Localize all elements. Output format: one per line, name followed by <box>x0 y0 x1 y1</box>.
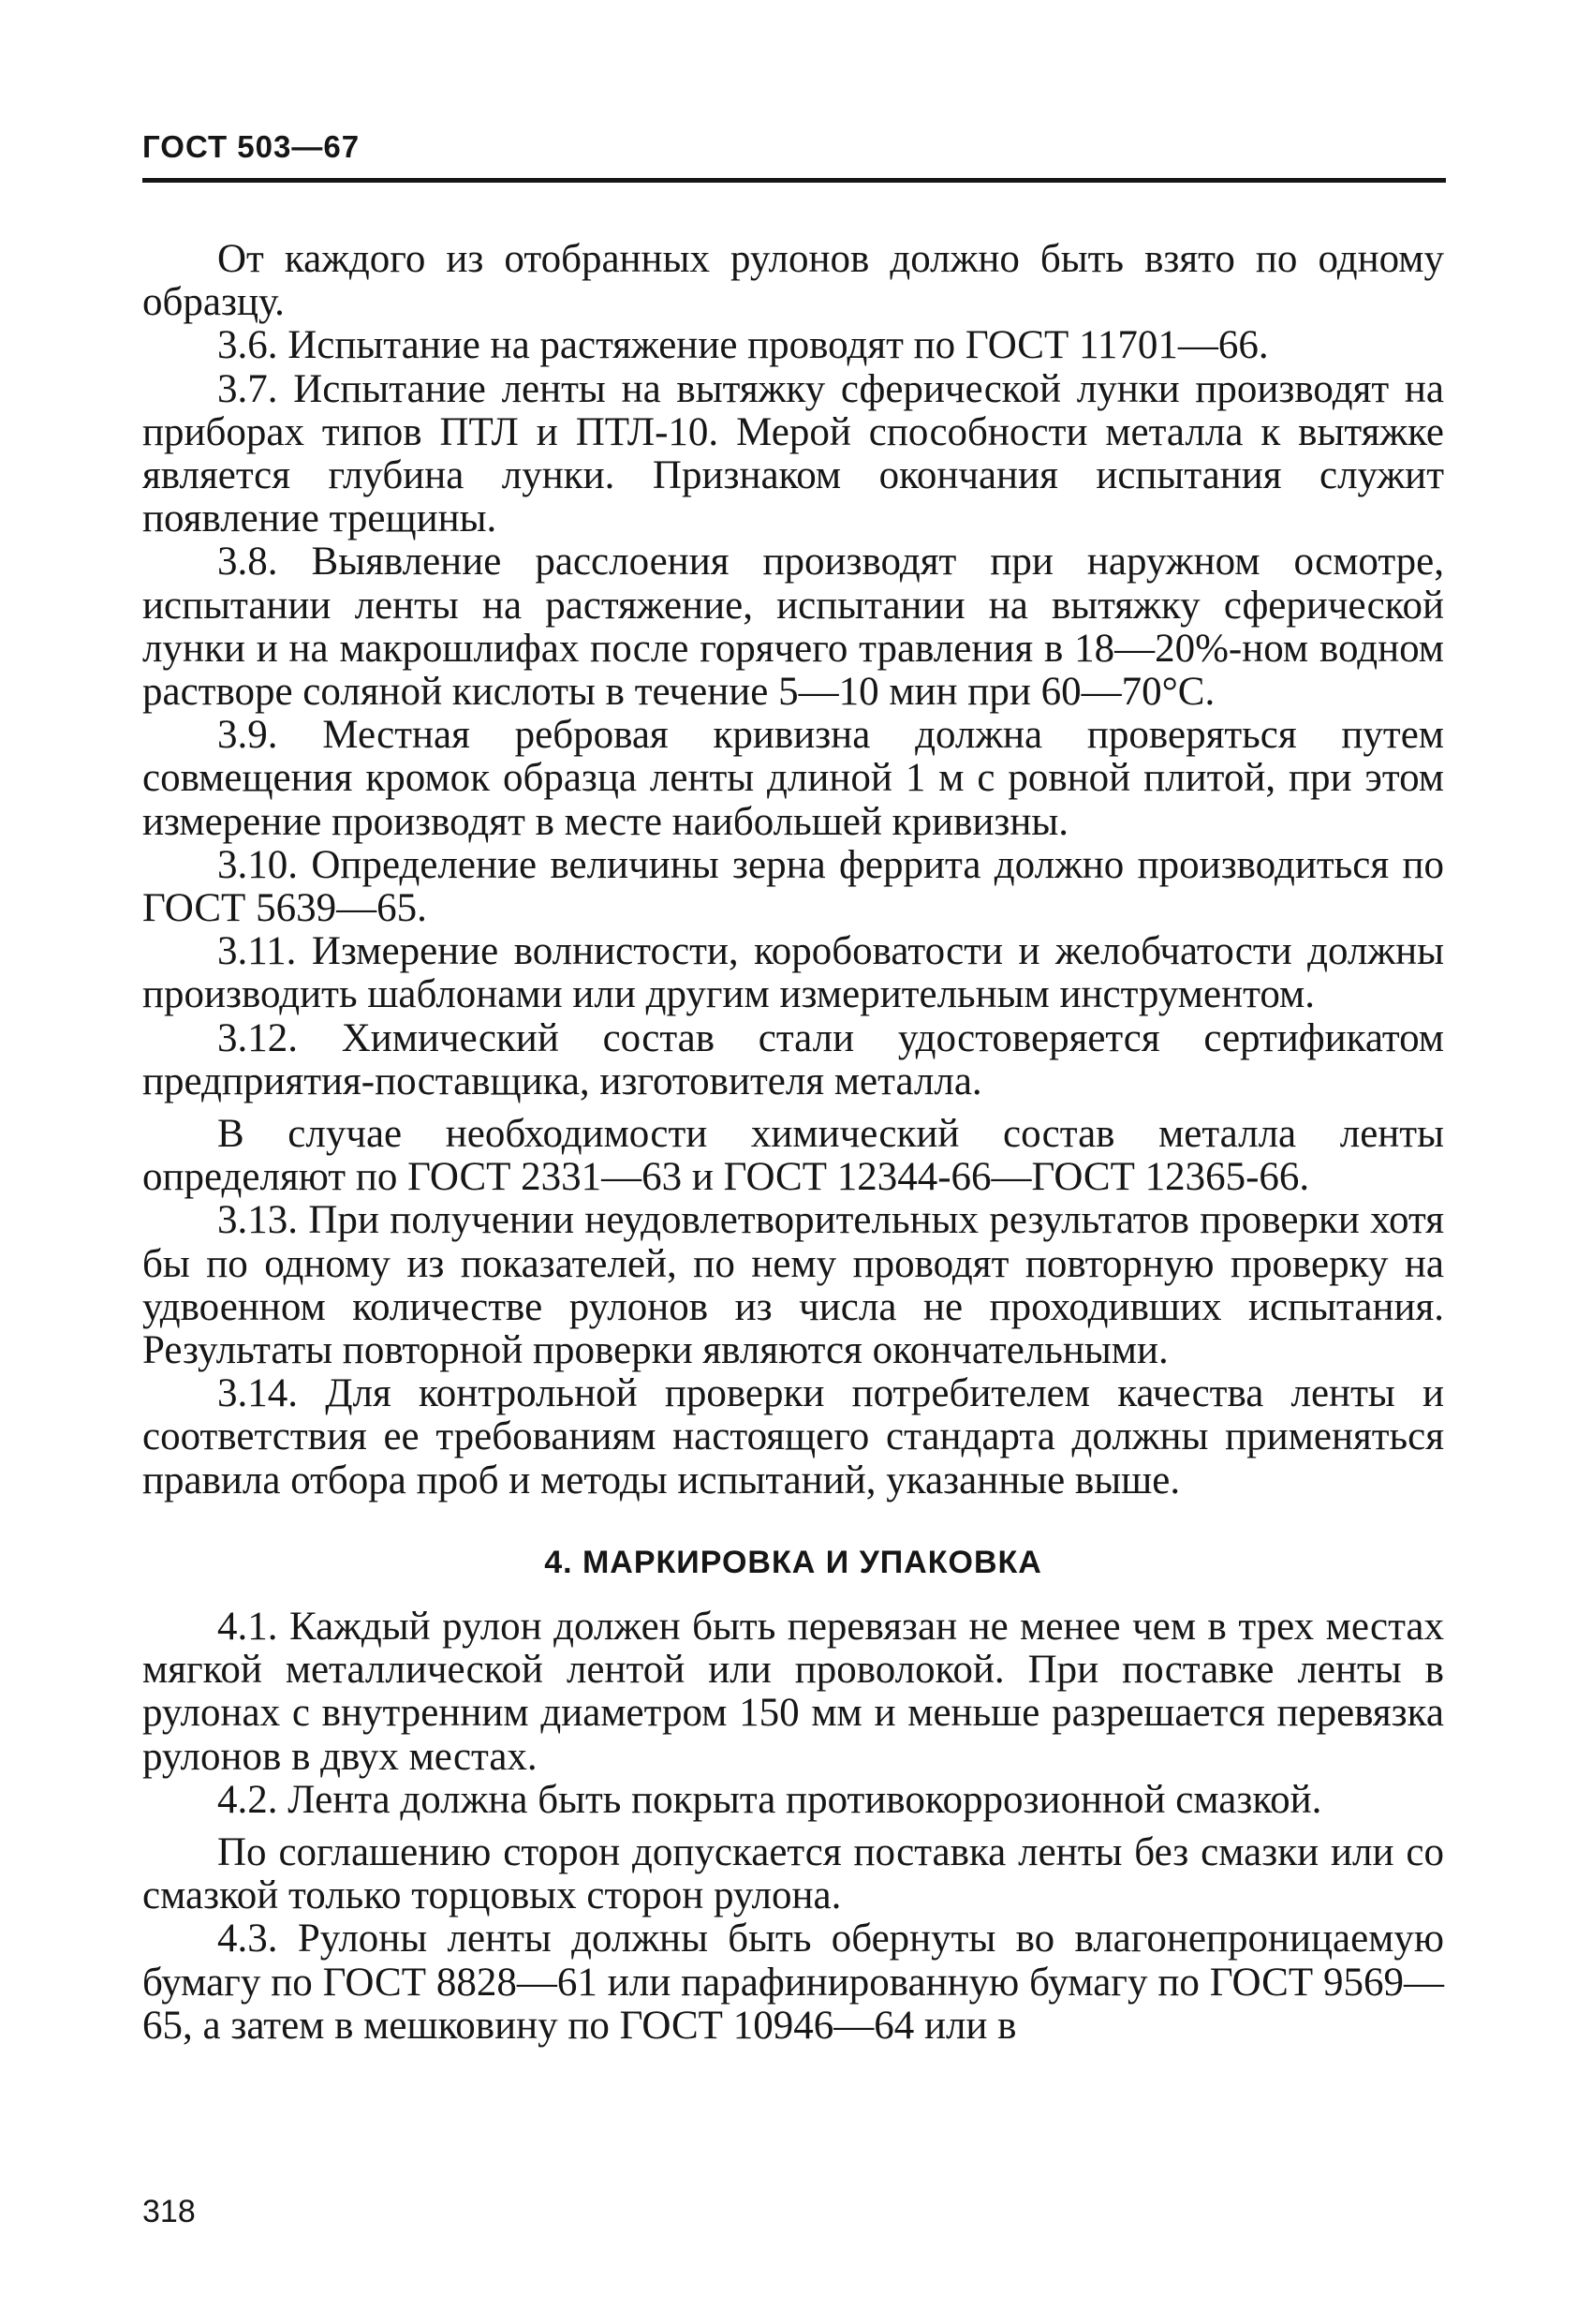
paragraph: 3.6. Испытание на растяжение проводят по ГОСТ 11701—66. <box>217 323 1269 368</box>
paragraph: 3.11. Измерение волнистости, коробоватости и желобчатости должны производить шаблонами или другим измерительным инструментом. <box>142 929 1444 1017</box>
section-title: 4. МАРКИРОВКА И УПАКОВКА <box>544 1544 1042 1580</box>
paragraph: В случае необходимости химический состав металла ленты определяют по ГОСТ 2331—63 и ГОСТ 12344-66—ГОСТ 12365-66. <box>142 1112 1444 1200</box>
paragraph: 3.9. Местная ребровая кривизна должна проверяться путем совмещения кромок образца ленты длиной 1 м с ровной плитой, при этом измерение производят в месте наибольшей кривизны. <box>142 713 1444 844</box>
paragraph: От каждого из отобранных рулонов должно быть взято по одному образцу. <box>142 237 1444 325</box>
paragraph: 3.10. Определение величины зерна феррита должно производиться по ГОСТ 5639—65. <box>142 842 1444 931</box>
document-header: ГОСТ 503—67 <box>142 129 361 164</box>
paragraph: 3.12. Химический состав стали удостоверяется сертификатом предприятия-поставщика, изготовителя металла. <box>142 1015 1444 1103</box>
paragraph: 4.3. Рулоны ленты должны быть обернуты во влагонепроницаемую бумагу по ГОСТ 8828—61 или парафинированную бумагу по ГОСТ 9569—65, а затем в мешковину по ГОСТ 10946—64 или в <box>142 1917 1444 2048</box>
paragraph: По соглашению сторон допускается поставка ленты без смазки или со смазкой только торцовых сторон рулона. <box>142 1829 1444 1918</box>
paragraph: 3.13. При получении неудовлетворительных результатов проверки хотя бы по одному из показателей, по нему проводят повторную проверку на удвоенном количестве рулонов из числа не проходивших испытания. Результаты повторной проверки являются окончательными. <box>142 1198 1444 1373</box>
page-body <box>142 238 1444 2048</box>
paragraph: 4.2. Лента должна быть покрыта противокоррозионной смазкой. <box>217 1777 1322 1822</box>
paragraph: 4.1. Каждый рулон должен быть перевязан не менее чем в трех местах мягкой металлической лентой или проволокой. При поставке ленты в рулонах с внутренним диаметром 150 мм и меньше разрешается перевязка рулонов в двух местах. <box>142 1604 1444 1779</box>
header-rule <box>142 178 1446 183</box>
paragraph: 3.7. Испытание ленты на вытяжку сферической лунки производят на приборах типов ПТЛ и ПТЛ-10. Мерой способности металла к вытяжке является глубина лунки. Признаком окончания испытания служит появление трещины. <box>142 366 1444 541</box>
paragraph: 3.8. Выявление расслоения производят при наружном осмотре, испытании ленты на растяжение, испытании на вытяжку сферической лунки и на макрошлифах после горячего травления в 18—20%-ном водном растворе соляной кислоты в течение 5—10 мин при 60—70°С. <box>142 540 1444 715</box>
paragraph: 3.14. Для контрольной проверки потребителем качества ленты и соответствия ее требованиям настоящего стандарта должны применяться правила отбора проб и методы испытаний, указанные выше. <box>142 1371 1444 1502</box>
page-number: 318 <box>142 2194 196 2229</box>
